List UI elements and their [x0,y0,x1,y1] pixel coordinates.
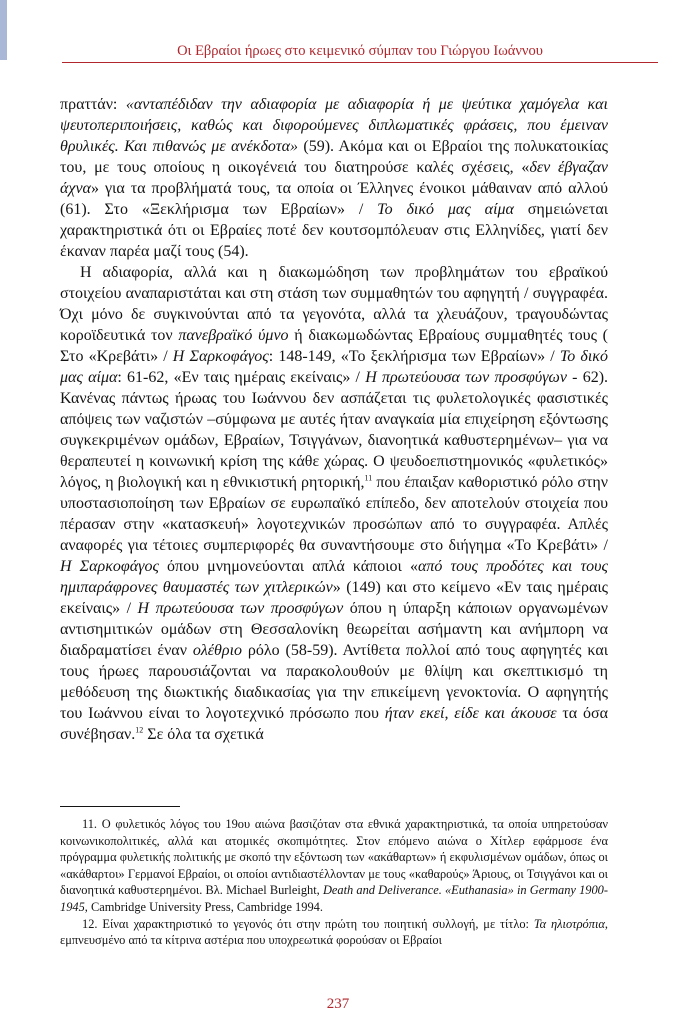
page-edge-mark [0,0,7,60]
italic-text: Το δικό μας αίμα [377,201,514,218]
text-run: , εμπνευσμένο από τα κίτρινα αστέρια που υποχρεωτικά φορούσαν οι Εβραίοι [60,916,609,948]
paragraph [60,94,608,262]
text-run: ή διακωμωδώντας Εβραίους συμμαθητές τους ( Στο «Κρεβάτι» / [60,327,608,365]
text-run: όπου μνημονεύονται απλά κάποιοι « [158,558,418,575]
italic-text: Η πρωτεύουσα των προσφύγων [137,600,344,617]
page-number: 237 [326,996,350,1012]
italic-text: Τα ηλιοτρόπια [533,916,605,931]
footnote-marker: 12 [135,725,144,735]
italic-text: πανεβραϊκό ύμνο [178,327,289,344]
text-run: - 62). Κανένας πάντως ήρωας του Ιωάννου δεν ασπάζεται τις φυλετολογικές φασιστικές απόψεις των ναζιστών –σύμφωνα με αυτές ήταν αναγκαία μία επιχείρηση εξόντωσης συγκεκριμένων ομάδων, Εβραίων, Τσιγγάνων, διανοητικά καθυστερημένων– για να θεραπευτεί η κοινωνική κρίση της κάθε χώρας. Ο ψευδοεπιστημονικός «φυλετικός» λόγος, η βιολογική και η εθνικιστική ρητορική, [60,369,609,491]
italic-text: Το δικό μας αίμα [60,348,608,386]
text-run: 11. Ο φυλετικός λόγος του 19ου αιώνα βασιζόταν στα εθνικά χαρακτηριστικά, τα οποία υπηρετούσαν κοινωνικοπολιτικές, αλλά και ατομικές σκοπιμότητες. Στον επόμενο αιώνα ο Χίτλερ εφάρμοσε ένα πρόγραμμα φυλετικής πολιτικής με σκοπό την εξόντωση των «ακάθαρτων» ή εκφυλισμένων ομάδων, όπως οι «ακάθαρτοι» Γερμανοί Εβραίοι, οι οποίοι αντιδιαστέλλονταν με τους «καθαρούς» Άριους, οι Τσιγγάνοι και οι διανοητικά καθυστερημένοι. Βλ. Michael Burleight, [60,817,608,898]
text-run: ρόλο (58-59). Αντίθετα πολλοί από τους αφηγητές και τους ήρωες παρουσιάζονται να παρακολουθούν με θλίψη και σκεπτικισμό τη μεθόδευση της διωκτικής διαδικασίας για την επικείμενη γενοκτονία. Ο αφηγητής του Ιωάννου είναι το λογοτεχνικό πρόσωπο που [60,642,609,722]
text-run: σημειώνεται χαρακτηριστικά ότι οι Εβραίες ποτέ δεν κουτσομπόλευαν στις Ελληνίδες, γιατί δεν έκαναν παρέα μαζί τους (54). [60,201,609,260]
footnote [60,816,608,916]
text-run: πραττάν: [60,96,126,113]
main-text [60,94,608,745]
italic-text: ήταν εκεί, είδε και άκουσε [384,705,557,722]
text-run: : 61-62, «Εν ταις ημέραις εκείναις» / [117,369,366,386]
italic-text: Η Σαρκοφάγος [172,348,269,365]
italic-text: από τους προδότες και τους ημιπαράφρονες θαυμαστές των χιτλερικών [60,558,609,596]
text-run: » για τα προβλήματά τους, τα οποία οι Έλληνες ένοικοι μάθαιναν από αλλού (61). Στο «Ξεκλήρισμα των Εβραίων» / [60,180,608,218]
footnote-divider [60,806,180,807]
text-run: , Cambridge University Press, Cambridge 1994. [84,899,323,914]
text-run: που έπαιξαν καθοριστικό ρόλο στην υποστασιοποίηση των Εβραίων σε ευρωπαϊκό επίπεδο, δεν αποτελούν στοιχεία που πέρασαν στην «κατασκευή» λογοτεχνικών προσώπων από το συγγραφέα. Απλές αναφορές για τέτοιες συμπεριφορές θα συναντήσουμε στο διήγημα «Το Κρεβάτι» / [60,474,608,554]
italic-text: ολέθριο [192,642,243,659]
footnote [60,916,608,949]
italic-text: Η Σαρκοφάγος [60,558,159,575]
text-run: τα όσα συνέβησαν. [60,705,609,743]
text-run: 12. Είναι χαρακτηριστικό το γεγονός ότι στην πρώτη του ποιητική συλλογή, με τίτλο: [82,916,534,931]
italic-text: «ανταπέδιδαν την αδιαφορία με αδιαφορία ή με ψεύτικα χαμόγελα και ψευτοπεριποιήσεις, καθώς και διφορούμενες διπλωματικές φράσεις, που έμειναν θρυλικές. Και πιθανώς με ανέκδοτα» [60,96,608,155]
italic-text: δεν έβγαζαν άχνα [60,159,608,197]
text-run: : 148-149, «Το ξεκλήρισμα των Εβραίων» / [268,348,560,365]
text-run: (59). Ακόμα και οι Εβραίοι της πολυκατοικίας του, με τους οποίους η οικογένειά του διατηρούσε καλές σχέσεις, « [60,138,609,176]
italic-text: Η πρωτεύουσα των προσφύγων [365,369,567,386]
text-run: » (149) και στο κείμενο «Εν ταις ημέραις εκείναις» / [60,579,609,617]
footnote-marker: 11 [364,473,373,483]
italic-text: Death and Deliverance. «Euthanasia» in Germany 1900-1945 [60,883,608,914]
running-header: Οι Εβραίοι ήρωες στο κειμενικό σύμπαν του Γιώργου Ιωάννου [62,42,658,63]
text-run: Η αδιαφορία, αλλά και η διακωμώδηση των προβλημάτων του εβραϊκού στοιχείου αναπαριστάται και στη στάση των συμμαθητών του αφηγητή / συγγραφέα. Όχι μόνο δε συγκινούνται από τα γεγονότα, αλλά τα χλευάζουν, τραγουδώντας κοροϊδευτικά τον [60,264,608,344]
paragraph [60,262,608,745]
footnotes [60,816,608,949]
text-run: Σε όλα τα σχετικά [143,726,264,743]
text-run: όπου η ύπαρξη κάποιων οργανωμένων αντισημιτικών ομάδων στη Θεσσαλονίκη θεωρείται ασήμαντη και ανήμπορη να διαδραματίσει έναν [60,600,608,659]
